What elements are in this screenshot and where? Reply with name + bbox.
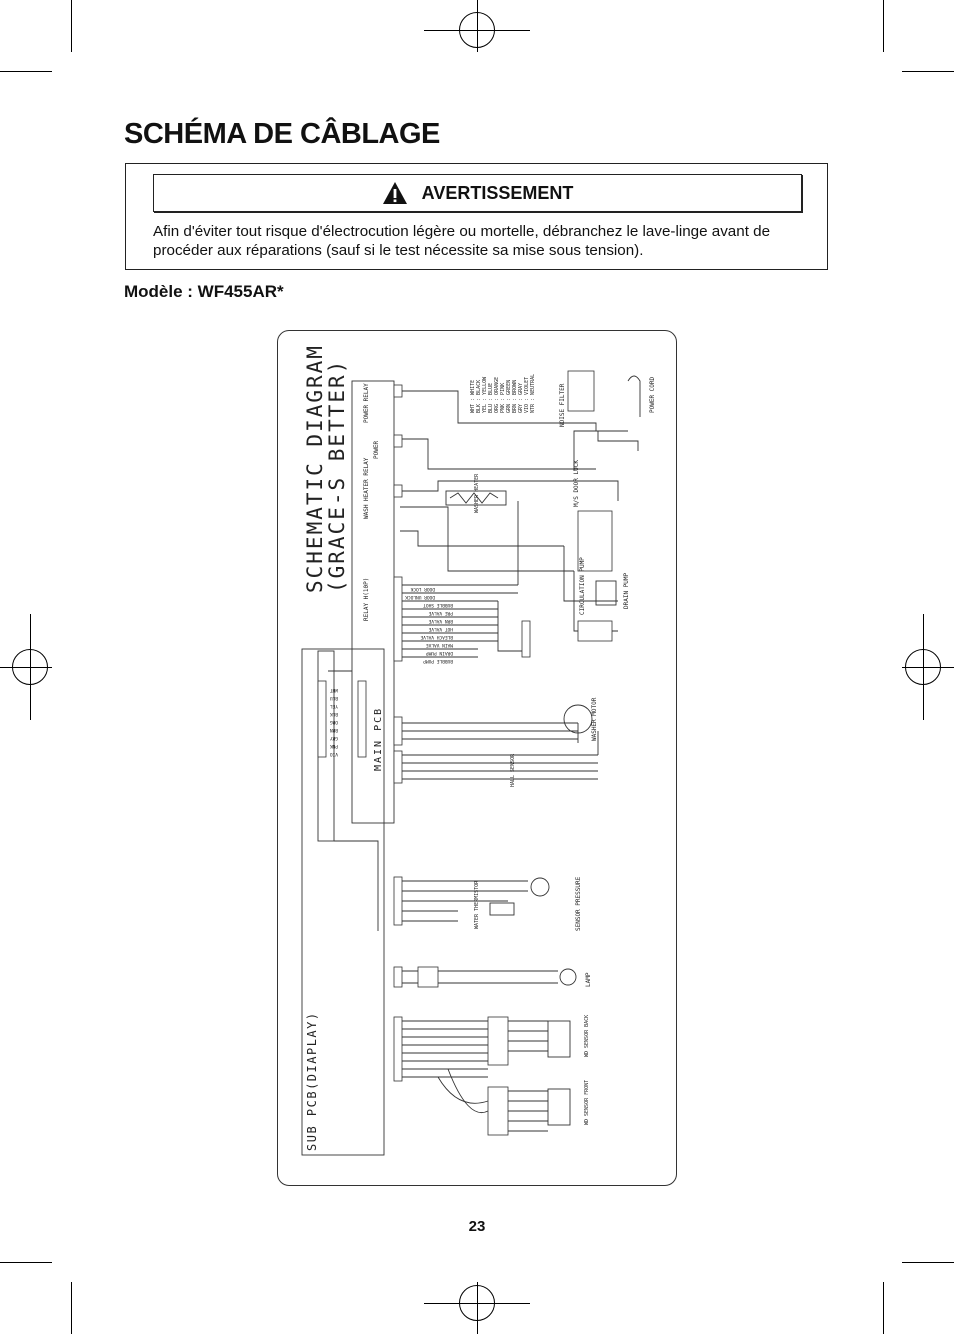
warning-text: Afin d'éviter tout risque d'électrocution légère ou mortelle, débranchez le lave-linge avant de procéder aux réparations (sauf si le test nécessite sa mise sous tension). bbox=[153, 223, 771, 259]
power-relay-label: POWER RELAY bbox=[363, 383, 370, 423]
wire-label: BLU bbox=[329, 695, 338, 700]
registration-circle-icon bbox=[459, 1285, 495, 1321]
crop-mark bbox=[883, 1282, 884, 1334]
valve-label: MAIN VALVE bbox=[425, 642, 453, 647]
washer-heater-label: WASHER HEATER bbox=[474, 473, 480, 513]
warning-header bbox=[153, 174, 802, 212]
diagram-title: SCHEMATIC DIAGRAM bbox=[303, 344, 327, 593]
wire-label: PNK bbox=[329, 743, 338, 748]
lamp-label: LAMP bbox=[585, 972, 592, 987]
legend-entry: BLU : BLUE bbox=[488, 382, 494, 413]
valve-label: BUBBLE PUMP bbox=[423, 658, 453, 663]
legend-entry: NTR : NEUTRAL bbox=[530, 373, 536, 413]
page-number: 23 bbox=[468, 1218, 486, 1235]
legend-entry: BLK : BLACK bbox=[476, 379, 482, 413]
drain-pump-label: DRAIN PUMP bbox=[623, 572, 630, 609]
valve-label: DOOR LOCK bbox=[410, 586, 435, 591]
registration-circle-icon bbox=[905, 649, 941, 685]
valve-label: HOT VALVE bbox=[428, 626, 453, 631]
sensor-pressure-label: SENSOR PRESSURE bbox=[575, 876, 582, 931]
power-cord-label: POWER CORD bbox=[649, 376, 656, 413]
registration-circle-icon bbox=[12, 649, 48, 685]
legend-entry: WHT : WHITE bbox=[470, 379, 476, 413]
legend-entry: GRN : GREEN bbox=[506, 379, 512, 413]
legend-entry: ORG : ORANGE bbox=[494, 376, 500, 413]
valve-label: PRE VALVE bbox=[428, 610, 453, 615]
main-pcb-label: MAIN PCB bbox=[373, 706, 384, 771]
crop-mark bbox=[0, 71, 52, 72]
relay-connector-label: RELAY H(10P) bbox=[363, 577, 370, 621]
washer-motor-label: WASHER MOTOR bbox=[591, 697, 598, 741]
valve-label: DOOR UNLOCK bbox=[405, 594, 435, 599]
valve-label: BLEACH VALVE bbox=[420, 634, 453, 639]
water-thermistor-label: WATER THERMISTOR bbox=[474, 880, 480, 929]
lamp-symbol bbox=[560, 969, 576, 985]
crop-mark bbox=[883, 0, 884, 52]
warning-triangle-icon bbox=[382, 181, 408, 205]
valve-label: BRN VALVE bbox=[428, 618, 453, 623]
model-label: Modèle : WF455AR* bbox=[124, 282, 284, 301]
page-title: SCHÉMA DE CÂBLAGE bbox=[124, 118, 440, 150]
wire-label: BLK bbox=[329, 711, 338, 716]
wire-label: VIO bbox=[329, 751, 338, 756]
door-lock-label: M/S DOOR LOCK bbox=[573, 460, 580, 507]
wire-label: GRY bbox=[329, 735, 338, 740]
sensor-back-label: WD SENSOR BACK bbox=[584, 1014, 590, 1057]
wire-label: YEL bbox=[329, 703, 338, 708]
warning-box bbox=[125, 163, 828, 270]
pressure-sensor-symbol bbox=[531, 878, 549, 896]
wiring-diagram bbox=[277, 330, 677, 1186]
valve-label: DRAIN PUMP bbox=[425, 650, 453, 655]
legend-entry: YEL : YELLOW bbox=[482, 376, 488, 413]
valve-label: BUBBLE SHOT bbox=[423, 602, 453, 607]
legend-entry: PNK : PINK bbox=[500, 382, 506, 413]
legend-entry: GRY : GRAY bbox=[518, 382, 524, 413]
sensor-front-label: WD SENSOR FRONT bbox=[584, 1079, 590, 1125]
wash-heater-relay-label: WASH HEATER RELAY bbox=[363, 457, 370, 519]
noise-filter-label: NOISE FILTER bbox=[559, 383, 566, 427]
registration-circle-icon bbox=[459, 12, 495, 48]
wire-label: WHT bbox=[329, 687, 338, 692]
wire-label: ORG bbox=[329, 719, 338, 724]
crop-mark bbox=[0, 1262, 52, 1263]
crop-mark bbox=[902, 1262, 954, 1263]
circulation-pump-label: CIRCULATION PUMP bbox=[579, 557, 586, 615]
sub-wire-labels bbox=[330, 687, 338, 757]
crop-mark bbox=[71, 0, 72, 52]
warning-label: AVERTISSEMENT bbox=[421, 182, 574, 203]
wiring-schematic bbox=[278, 331, 677, 1186]
hall-sensor-label: HALL SENSOR bbox=[510, 753, 516, 787]
legend-entry: BRN : BROWN bbox=[512, 379, 518, 413]
color-legend bbox=[470, 374, 536, 413]
sub-pcb-label: SUB PCB(DIAPLAY) bbox=[305, 1011, 319, 1151]
legend-entry: VIO : VIOLET bbox=[524, 376, 530, 413]
crop-mark bbox=[71, 1282, 72, 1334]
diagram-subtitle: (GRACE-S BETTER) bbox=[325, 358, 349, 593]
power-label: POWER bbox=[373, 440, 380, 459]
wire-label: BRN bbox=[329, 727, 338, 732]
crop-mark bbox=[902, 71, 954, 72]
